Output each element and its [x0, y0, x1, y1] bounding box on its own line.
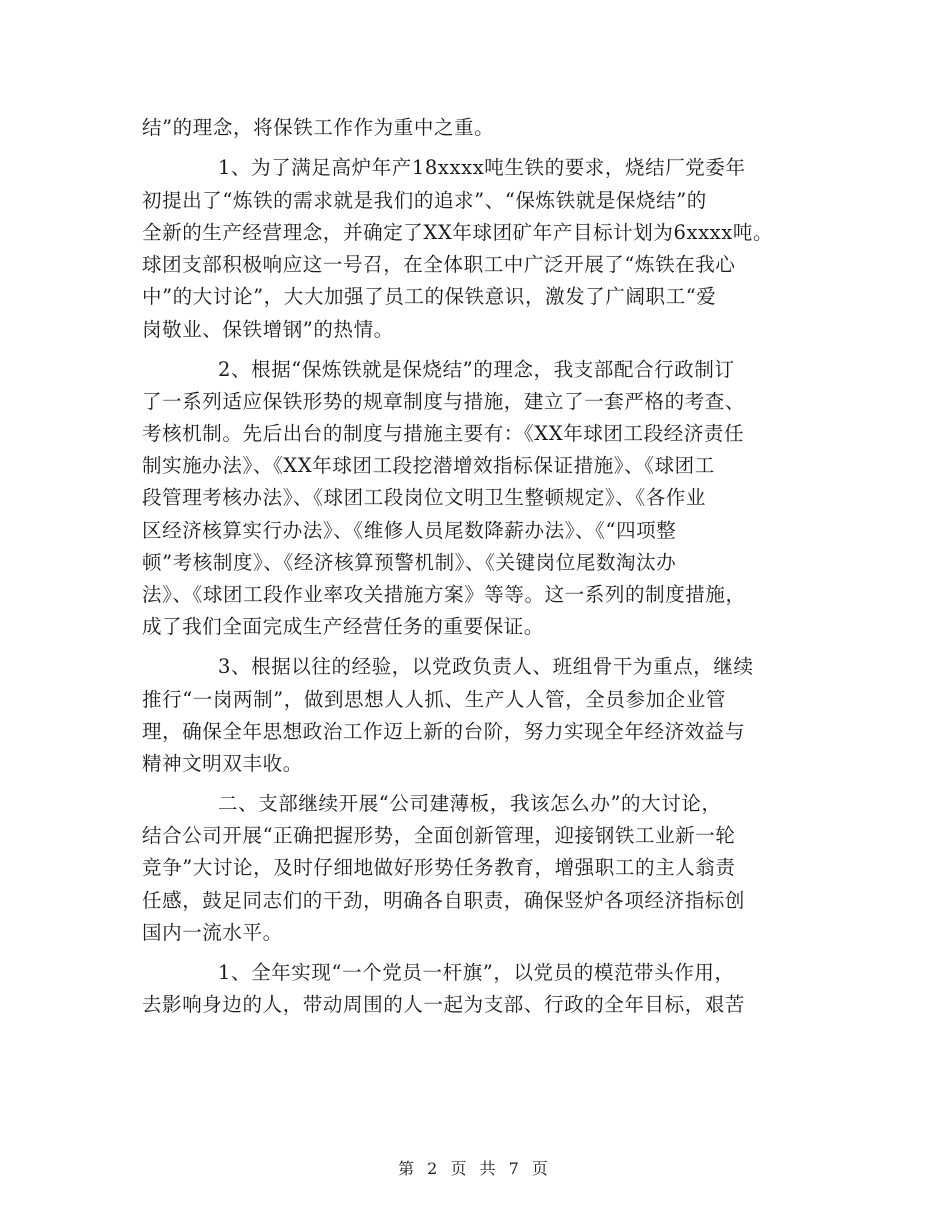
- text-line: 法》、《球团工段作业率攻关措施方案》等等。这一系列的制度措施，: [142, 583, 746, 606]
- text-line: 球团支部积极响应这一号召，在全体职工中广泛开展了“炼铁在我心: [142, 253, 736, 276]
- text-line: 全新的生产经营理念，并确定了XX年球团矿年产目标计划为6xxxx吨。: [142, 221, 774, 244]
- text-line: 了一系列适应保铁形势的规章制度与措施，建立了一套严格的考查、: [142, 390, 746, 413]
- text-line: 竞争”大讨论，及时仔细地做好形势任务教育，增强职工的主人翁责: [142, 856, 736, 879]
- text-line: 区经济核算实行办法》、《维修人员尾数降薪办法》、《“四项整: [142, 519, 677, 542]
- text-line: 段管理考核办法》、《球团工段岗位文明卫生整顿规定》、《各作业: [142, 486, 707, 509]
- text-line: 推行“一岗两制”，做到思想人人抓、生产人人管，全员参加企业管: [142, 688, 726, 711]
- text-line: 岗敬业、保铁增钢”的热情。: [142, 318, 394, 341]
- text-line: 结”的理念，将保铁工作作为重中之重。: [142, 116, 495, 139]
- paragraph-first-line: 1、全年实现“一个党员一杆旗”，以党员的模范带头作用，: [218, 961, 735, 984]
- text-line: 国内一流水平。: [142, 921, 283, 944]
- text-line: 去影响身边的人，带动周围的人一起为支部、行政的全年目标，艰苦: [142, 993, 746, 1016]
- paragraph-first-line: 2、根据“保炼铁就是保烧结”的理念，我支部配合行政制订: [218, 358, 735, 381]
- text-line: 顿”考核制度》、《经济核算预警机制》、《关键岗位尾数淘汰办: [142, 551, 677, 574]
- text-line: 制实施办法》、《XX年球团工段挖潜增效指标保证措施》、《球团工: [142, 454, 715, 477]
- text-line: 成了我们全面完成生产经营任务的重要保证。: [142, 615, 545, 638]
- text-line: 理，确保全年思想政治工作迈上新的台阶，努力实现全年经济效益与: [142, 720, 746, 743]
- text-line: 精神文明双丰收。: [142, 752, 303, 775]
- text-line: 中”的大讨论”，大大加强了员工的保铁意识，激发了广阔职工“爱: [142, 285, 717, 308]
- text-line: 初提出了“炼铁的需求就是我们的追求”、“保炼铁就是保烧结”的: [142, 189, 707, 212]
- page-number-footer: 第 2 页 共 7 页: [398, 1159, 552, 1178]
- paragraph-first-line: 二、支部继续开展“公司建薄板，我该怎么办”的大讨论，: [218, 792, 722, 815]
- paragraph-first-line: 1、为了满足高炉年产18xxxx吨生铁的要求，烧结厂党委年: [218, 156, 746, 179]
- text-line: 考核机制。先后出台的制度与措施主要有：《XX年球团工段经济责任: [142, 422, 745, 445]
- text-line: 任感，鼓足同志们的干劲，明确各自职责，确保竖炉各项经济指标创: [142, 889, 746, 912]
- paragraph-first-line: 3、根据以往的经验，以党政负责人、班组骨干为重点，继续: [218, 655, 754, 678]
- text-line: 结合公司开展“正确把握形势，全面创新管理，迎接钢铁工业新一轮: [142, 824, 736, 847]
